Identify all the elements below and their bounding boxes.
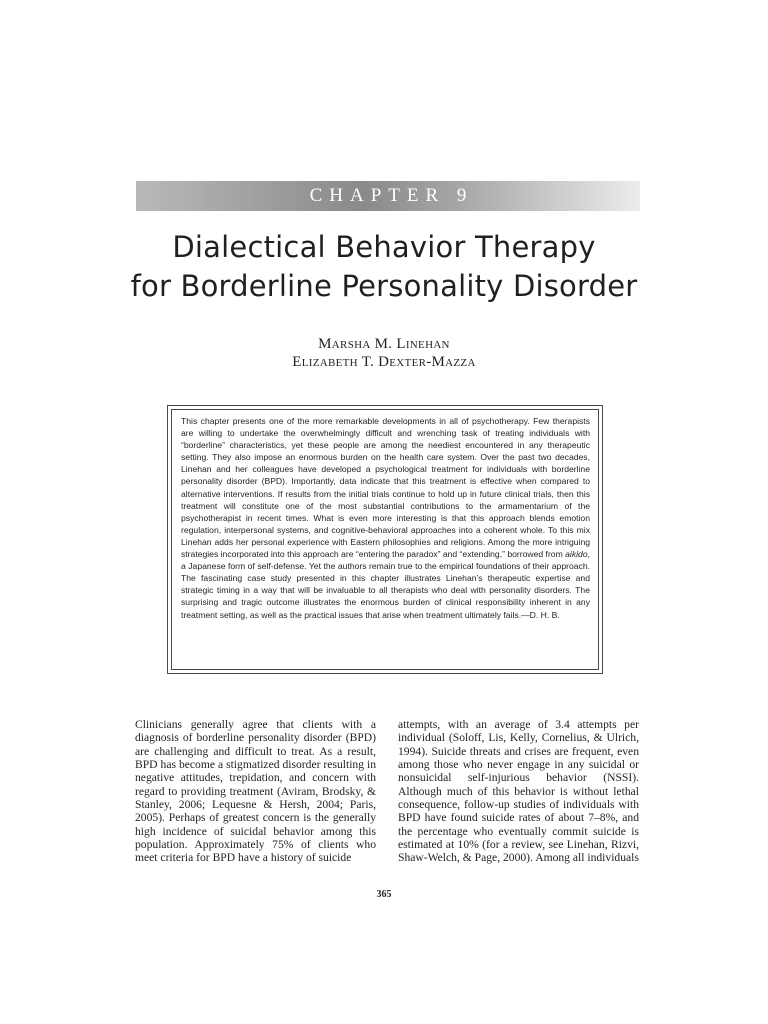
chapter-header-band xyxy=(136,181,640,211)
page-number: 365 xyxy=(376,889,392,900)
chapter-title-line-2: for Borderline Personality Disorder xyxy=(130,269,638,303)
editor-introduction-text xyxy=(181,415,590,621)
chapter-label: CHAPTER 9 xyxy=(309,185,474,206)
author-name: Elizabeth T. Dexter-Mazza xyxy=(292,354,476,370)
author-list xyxy=(0,335,768,371)
editor-introduction-inner-frame xyxy=(171,409,599,670)
editor-introduction-box xyxy=(167,405,603,674)
abstract-italic-term: aikido xyxy=(565,549,588,560)
body-text-left-column: Clinicians generally agree that clients with a diagnosis of borderline personality disorder (BPD) are challenging and difficult to treat. As a result, BPD has become a stigmatized disorder resulting in negative attitudes, trepidation, and concern with regard to providing treatment (Aviram, Brodsky, & Stanley, 2006; Lequesne & Hersh, 2004; Paris, 2005). Perhaps of greatest concern is the generally high incidence of suicidal behavior among this population. Approximately 75% of clients who meet criteria for BPD have a history of suicide xyxy=(135,718,376,865)
body-text-right-column: attempts, with an average of 3.4 attempts per individual (Soloff, Lis, Kelly, Cornelius, & Ulrich, 1994). Suicide threats and crises are frequent, even among those who never engage in any suicidal or nonsuicidal self-injurious behavior (NSSI). Although much of this behavior is without lethal consequence, follow-up studies of individuals with BPD have found suicide rates of about 7–8%, and the percentage who eventually commit suicide is estimated at 10% (for a review, see Linehan, Rizvi, Shaw-Welch, & Page, 2000). Among all individuals xyxy=(398,718,639,865)
author-name: Marsha M. Linehan xyxy=(318,336,450,352)
chapter-title-line-1: Dialectical Behavior Therapy xyxy=(172,230,596,264)
abstract-text-part-1: This chapter presents one of the more remarkable developments in all of psychotherapy. Few therapists are willing to undertake the overwhelmingly difficult and wrenching task of treating individuals with “borderline” characteristics, yet these people are among the neediest encountered in any therapeutic setting. They also impose an enormous burden on the health care system. Over the past two decades, Linehan and her colleagues have developed a psychological treatment for individuals with borderline personality disorder (BPD). Importantly, data indicate that this treatment is effective when compared to alternative interventions. If results from the initial trials continue to hold up in future clinical trials, then this treatment will constitute one of the most substantial contributions to the armamentarium of the psychotherapist in recent times. What is even more interesting is that this approach blends emotion regulation, interpersonal systems, and cognitive-behavioral approaches into a coherent whole. To this mix Linehan adds her personal experience with Eastern philosophies and religions. Among the more intriguing strategies incorporated into this approach are “entering the paradox” and “extending,” borrowed from xyxy=(181,416,590,560)
abstract-text-part-2: , a Japanese form of self-defense. Yet the authors remain true to the empirical foundations of their approach. The fascinating case study presented in this chapter illustrates Linehan’s therapeutic expertise and strategic timing in a way that will be invaluable to all therapists who deal with personality disorders. The surprising and tragic outcome illustrates the enormous burden of clinical responsibility inherent in any treatment setting, as well as the practical issues that arise when treatment ultimately fails.—D. H. B. xyxy=(181,549,591,620)
chapter-title xyxy=(0,228,768,306)
